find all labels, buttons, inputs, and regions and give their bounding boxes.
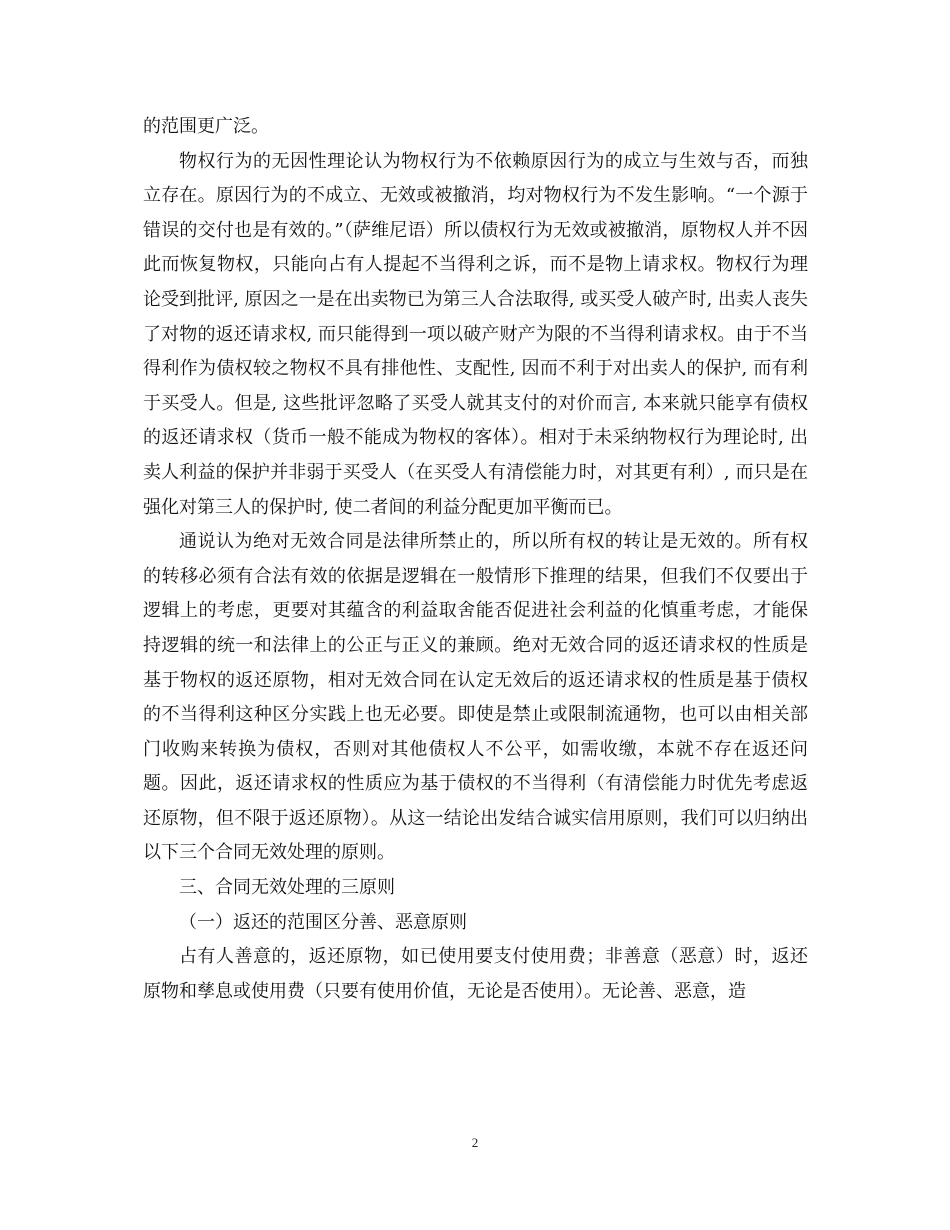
page-number: 2 xyxy=(471,1135,479,1150)
paragraph-continuation: 的范围更广泛。 xyxy=(143,116,269,137)
document-body xyxy=(143,110,808,1009)
section-heading: 三、合同无效处理的三原则 xyxy=(179,877,395,899)
subsection-heading: （一）返还的范围区分善、恶意原则 xyxy=(179,911,467,933)
paragraph-good-faith: 占有人善意的，返还原物，如已使用要支付使用费；非善意（恶意）时，返还原物和孳息或使用费（只要有使用价值，无论是否使用）。无论善、恶意，造 xyxy=(143,946,808,1002)
paragraph-abstract-theory: 物权行为的无因性理论认为物权行为不依赖原因行为的成立与生效与否，而独立存在。原因行为的不成立、无效或被撤消，均对物权行为不发生影响。“一个源于错误的交付也是有效的。”（萨维尼语）所以债权行为无效或被撤消，原物权人并不因此而恢复物权，只能向占有人提起不当得利之诉，而不是物上请求权。物权行为理论受到批评, 原因之一是在出卖物已为第三人合法取得, 或买受人破产时, 出卖人丧失了对物的返还请求权, 而只能得到一项以破产财产为限的不当得利请求权。由于不当得利作为债权较之物权不具有排他性、支配性, 因而不利于对出卖人的保护, 而有利于买受人。但是, 这些批评忽略了买受人就其支付的对价而言, 本来就只能享有债权的返还请求权（货币一般不能成为物权的客体）。相对于未采纳物权行为理论时, 出卖人利益的保护并非弱于买受人（在买受人有清偿能力时，对其更有利）, 而只是在强化对第三人的保护时, 使二者间的利益分配更加平衡而已。 xyxy=(143,150,808,518)
paragraph-void-contract: 通说认为绝对无效合同是法律所禁止的，所以所有权的转让是无效的。所有权的转移必须有合法有效的依据是逻辑在一般情形下推理的结果，但我们不仅要出于逻辑上的考虑，更要对其蕴含的利益取舍能否促进社会利益的化慎重考虑，才能保持逻辑的统一和法律上的公正与正义的兼顾。绝对无效合同的返还请求权的性质是基于物权的返还原物，相对无效合同在认定无效后的返还请求权的性质是基于债权的不当得利这种区分实践上也无必要。即使是禁止或限制流通物，也可以由相关部门收购来转换为债权，否则对其他债权人不公平，如需收缴，本就不存在返还问题。因此，返还请求权的性质应为基于债权的不当得利（有清偿能力时优先考虑返还原物，但不限于返还原物）。从这一结论出发结合诚实信用原则，我们可以归纳出以下三个合同无效处理的原则。 xyxy=(143,531,808,864)
